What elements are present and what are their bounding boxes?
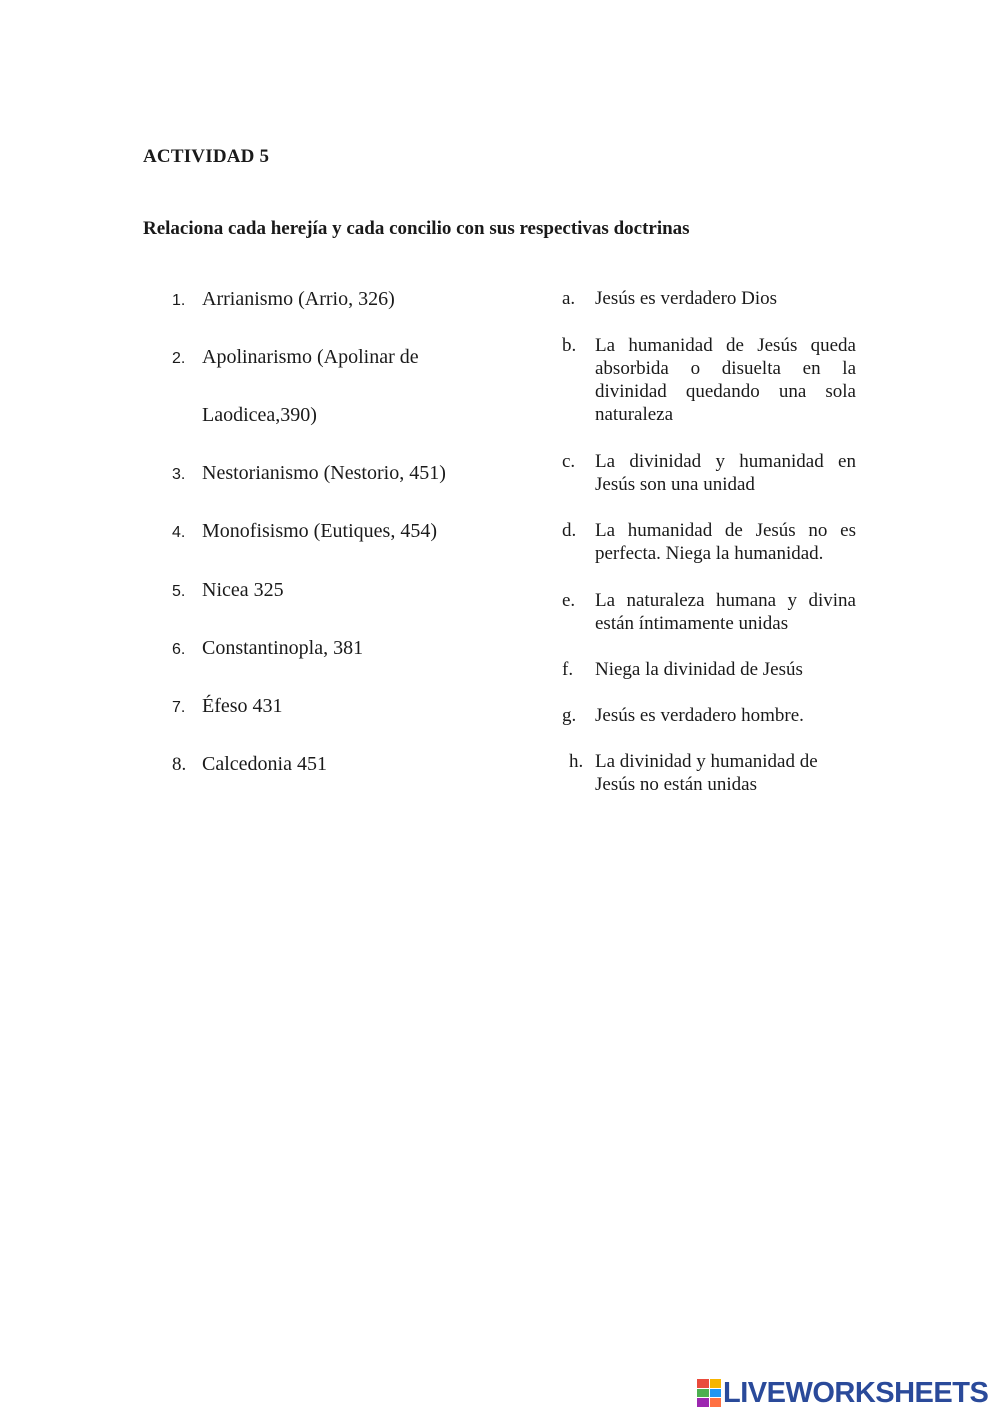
right-list-item — [562, 450, 856, 496]
right-list-item — [562, 334, 856, 426]
item-text: La divinidad y humanidad en Jesús son una unidad — [595, 451, 856, 495]
item-text: Jesús es verdadero hombre. — [595, 705, 804, 726]
item-text: Calcedonia 451 — [202, 753, 327, 775]
item-text: Nestorianismo (Nestorio, 451) — [202, 462, 446, 484]
left-list-item — [172, 752, 552, 777]
item-text-continuation: Laodicea,390) — [202, 404, 317, 426]
item-number: 3. — [172, 466, 186, 483]
left-list-item — [172, 519, 552, 545]
right-list-item — [562, 519, 856, 565]
item-text: La divinidad y humanidad de Jesús no están unidas — [595, 751, 818, 795]
liveworksheets-logo-icon — [697, 1379, 721, 1407]
page-title: ACTIVIDAD 5 — [143, 146, 270, 167]
item-number: 6. — [172, 641, 186, 658]
logo-cell — [697, 1398, 709, 1407]
logo-cell — [697, 1389, 709, 1398]
logo-cell — [697, 1379, 709, 1388]
instruction-text: Relaciona cada herejía y cada concilio con sus respectivas doctrinas — [143, 218, 690, 239]
item-text: La humanidad de Jesús no es perfecta. Niega la humanidad. — [595, 520, 856, 564]
liveworksheets-brand — [697, 1376, 988, 1410]
item-letter: g. — [562, 705, 577, 726]
left-list-item — [172, 461, 552, 487]
item-number: 4. — [172, 524, 186, 541]
logo-cell — [710, 1389, 722, 1398]
item-number: 7. — [172, 699, 186, 716]
item-text: Arrianismo (Arrio, 326) — [202, 288, 395, 310]
item-letter: f. — [562, 659, 574, 680]
right-list-item — [562, 704, 856, 727]
left-list-item — [172, 636, 552, 662]
item-text: Éfeso 431 — [202, 695, 283, 717]
right-list-item — [562, 287, 856, 310]
right-list-item — [562, 589, 856, 635]
item-letter: e. — [562, 590, 576, 611]
item-text: Niega la divinidad de Jesús — [595, 659, 803, 680]
item-letter: d. — [562, 520, 577, 541]
item-number: 8. — [172, 754, 187, 775]
item-text: La naturaleza humana y divina están íntimamente unidas — [595, 590, 856, 634]
item-number: 2. — [172, 350, 186, 367]
item-text: Jesús es verdadero Dios — [595, 288, 778, 309]
item-text: La humanidad de Jesús queda absorbida o disuelta en la divinidad quedando una sola naturaleza — [595, 335, 856, 425]
left-list-item — [172, 578, 552, 604]
item-letter: h. — [569, 751, 584, 772]
brand-name: LIVEWORKSHEETS — [723, 1376, 989, 1409]
right-list-item — [562, 658, 856, 681]
left-list-item — [172, 287, 552, 313]
item-text: Apolinarismo (Apolinar de — [202, 346, 419, 368]
left-list-item — [172, 345, 552, 371]
item-text: Nicea 325 — [202, 579, 284, 601]
item-letter: a. — [562, 288, 576, 309]
item-letter: b. — [562, 335, 577, 356]
item-number: 1. — [172, 292, 186, 309]
right-list-item — [562, 750, 856, 796]
left-list-item — [172, 694, 552, 720]
logo-cell — [710, 1398, 722, 1407]
item-number: 5. — [172, 583, 186, 600]
logo-cell — [710, 1379, 722, 1388]
item-text: Constantinopla, 381 — [202, 637, 364, 659]
item-text: Monofisismo (Eutiques, 454) — [202, 520, 437, 542]
item-letter: c. — [562, 451, 576, 472]
